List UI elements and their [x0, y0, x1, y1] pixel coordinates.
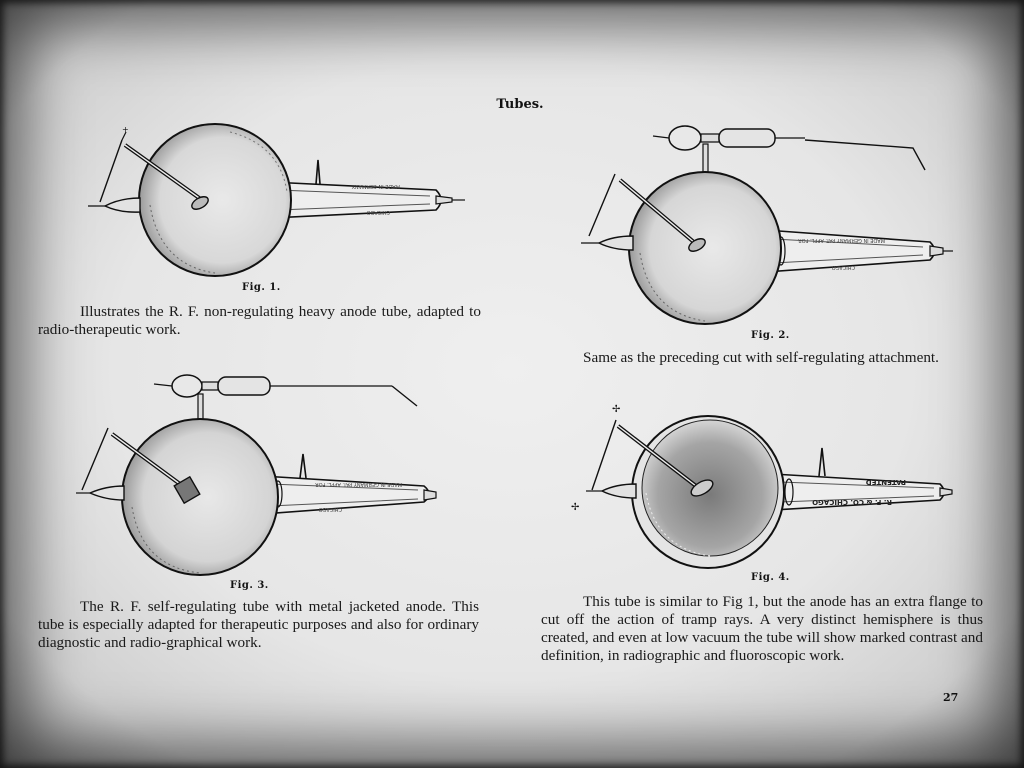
- figure-1-caption: Fig. 1.: [242, 282, 281, 293]
- svg-text:CHICAGO: CHICAGO: [366, 209, 390, 215]
- svg-text:✢: ✢: [571, 502, 580, 513]
- page-number: 27: [943, 691, 959, 704]
- figure-3-caption: Fig. 3.: [230, 580, 269, 591]
- figure-3-tube-illustration: [72, 372, 462, 582]
- figure-2-description: [541, 349, 979, 367]
- figure-2-tube-illustration: [575, 118, 955, 333]
- figure-4-description-text: This tube is similar to Fig 1, but the anode has an extra flange to cut off the action of tramp rays. A very distinct hemisphere is thus created, and even at low vacuum the tube will show marked contrast and definition, in radiographic and fluoroscopic work.: [541, 593, 983, 664]
- svg-text:PATENTED: PATENTED: [865, 478, 906, 486]
- svg-text:MADE IN GERMANY PAT. APPL. F: MADE IN GERMANY PAT. APPL. FOR: [798, 237, 885, 243]
- figure-2-description-text: Same as the preceding cut with self-regulating attachment.: [583, 349, 939, 366]
- figure-3-description-text: The R. F. self-regulating tube with metal jacketed anode. This tube is especially adapted for therapeutic purposes and also for ordinary diagnostic and radio-graphical work.: [38, 598, 479, 651]
- svg-text:MADE IN GERMANY: MADE IN GERMANY: [351, 183, 400, 189]
- figure-4-tube-illustration: [568, 398, 960, 573]
- svg-text:+: +: [122, 125, 129, 134]
- figure-4-description: [541, 593, 983, 665]
- figure-1-description-text: Illustrates the R. F. non-regulating heavy anode tube, adapted to radio-therapeutic work.: [38, 303, 481, 338]
- figure-1-tube-illustration: [80, 120, 470, 290]
- page-title: Tubes.: [496, 97, 544, 112]
- figure-1-description: [38, 303, 481, 339]
- svg-text:CHICAGO: CHICAGO: [831, 264, 855, 270]
- svg-text:CHICAGO: CHICAGO: [318, 506, 342, 512]
- figure-3-description: [38, 598, 479, 652]
- figure-2-caption: Fig. 2.: [751, 330, 790, 341]
- svg-text:✢: ✢: [612, 404, 621, 415]
- figure-4-caption: Fig. 4.: [751, 572, 790, 583]
- svg-text:MADE IN GERMANY PAT. APPL. FO: MADE IN GERMANY PAT. APPL. FOR: [315, 481, 402, 487]
- svg-text:R. F. & CO. CHICAGO: R. F. & CO. CHICAGO: [812, 498, 892, 506]
